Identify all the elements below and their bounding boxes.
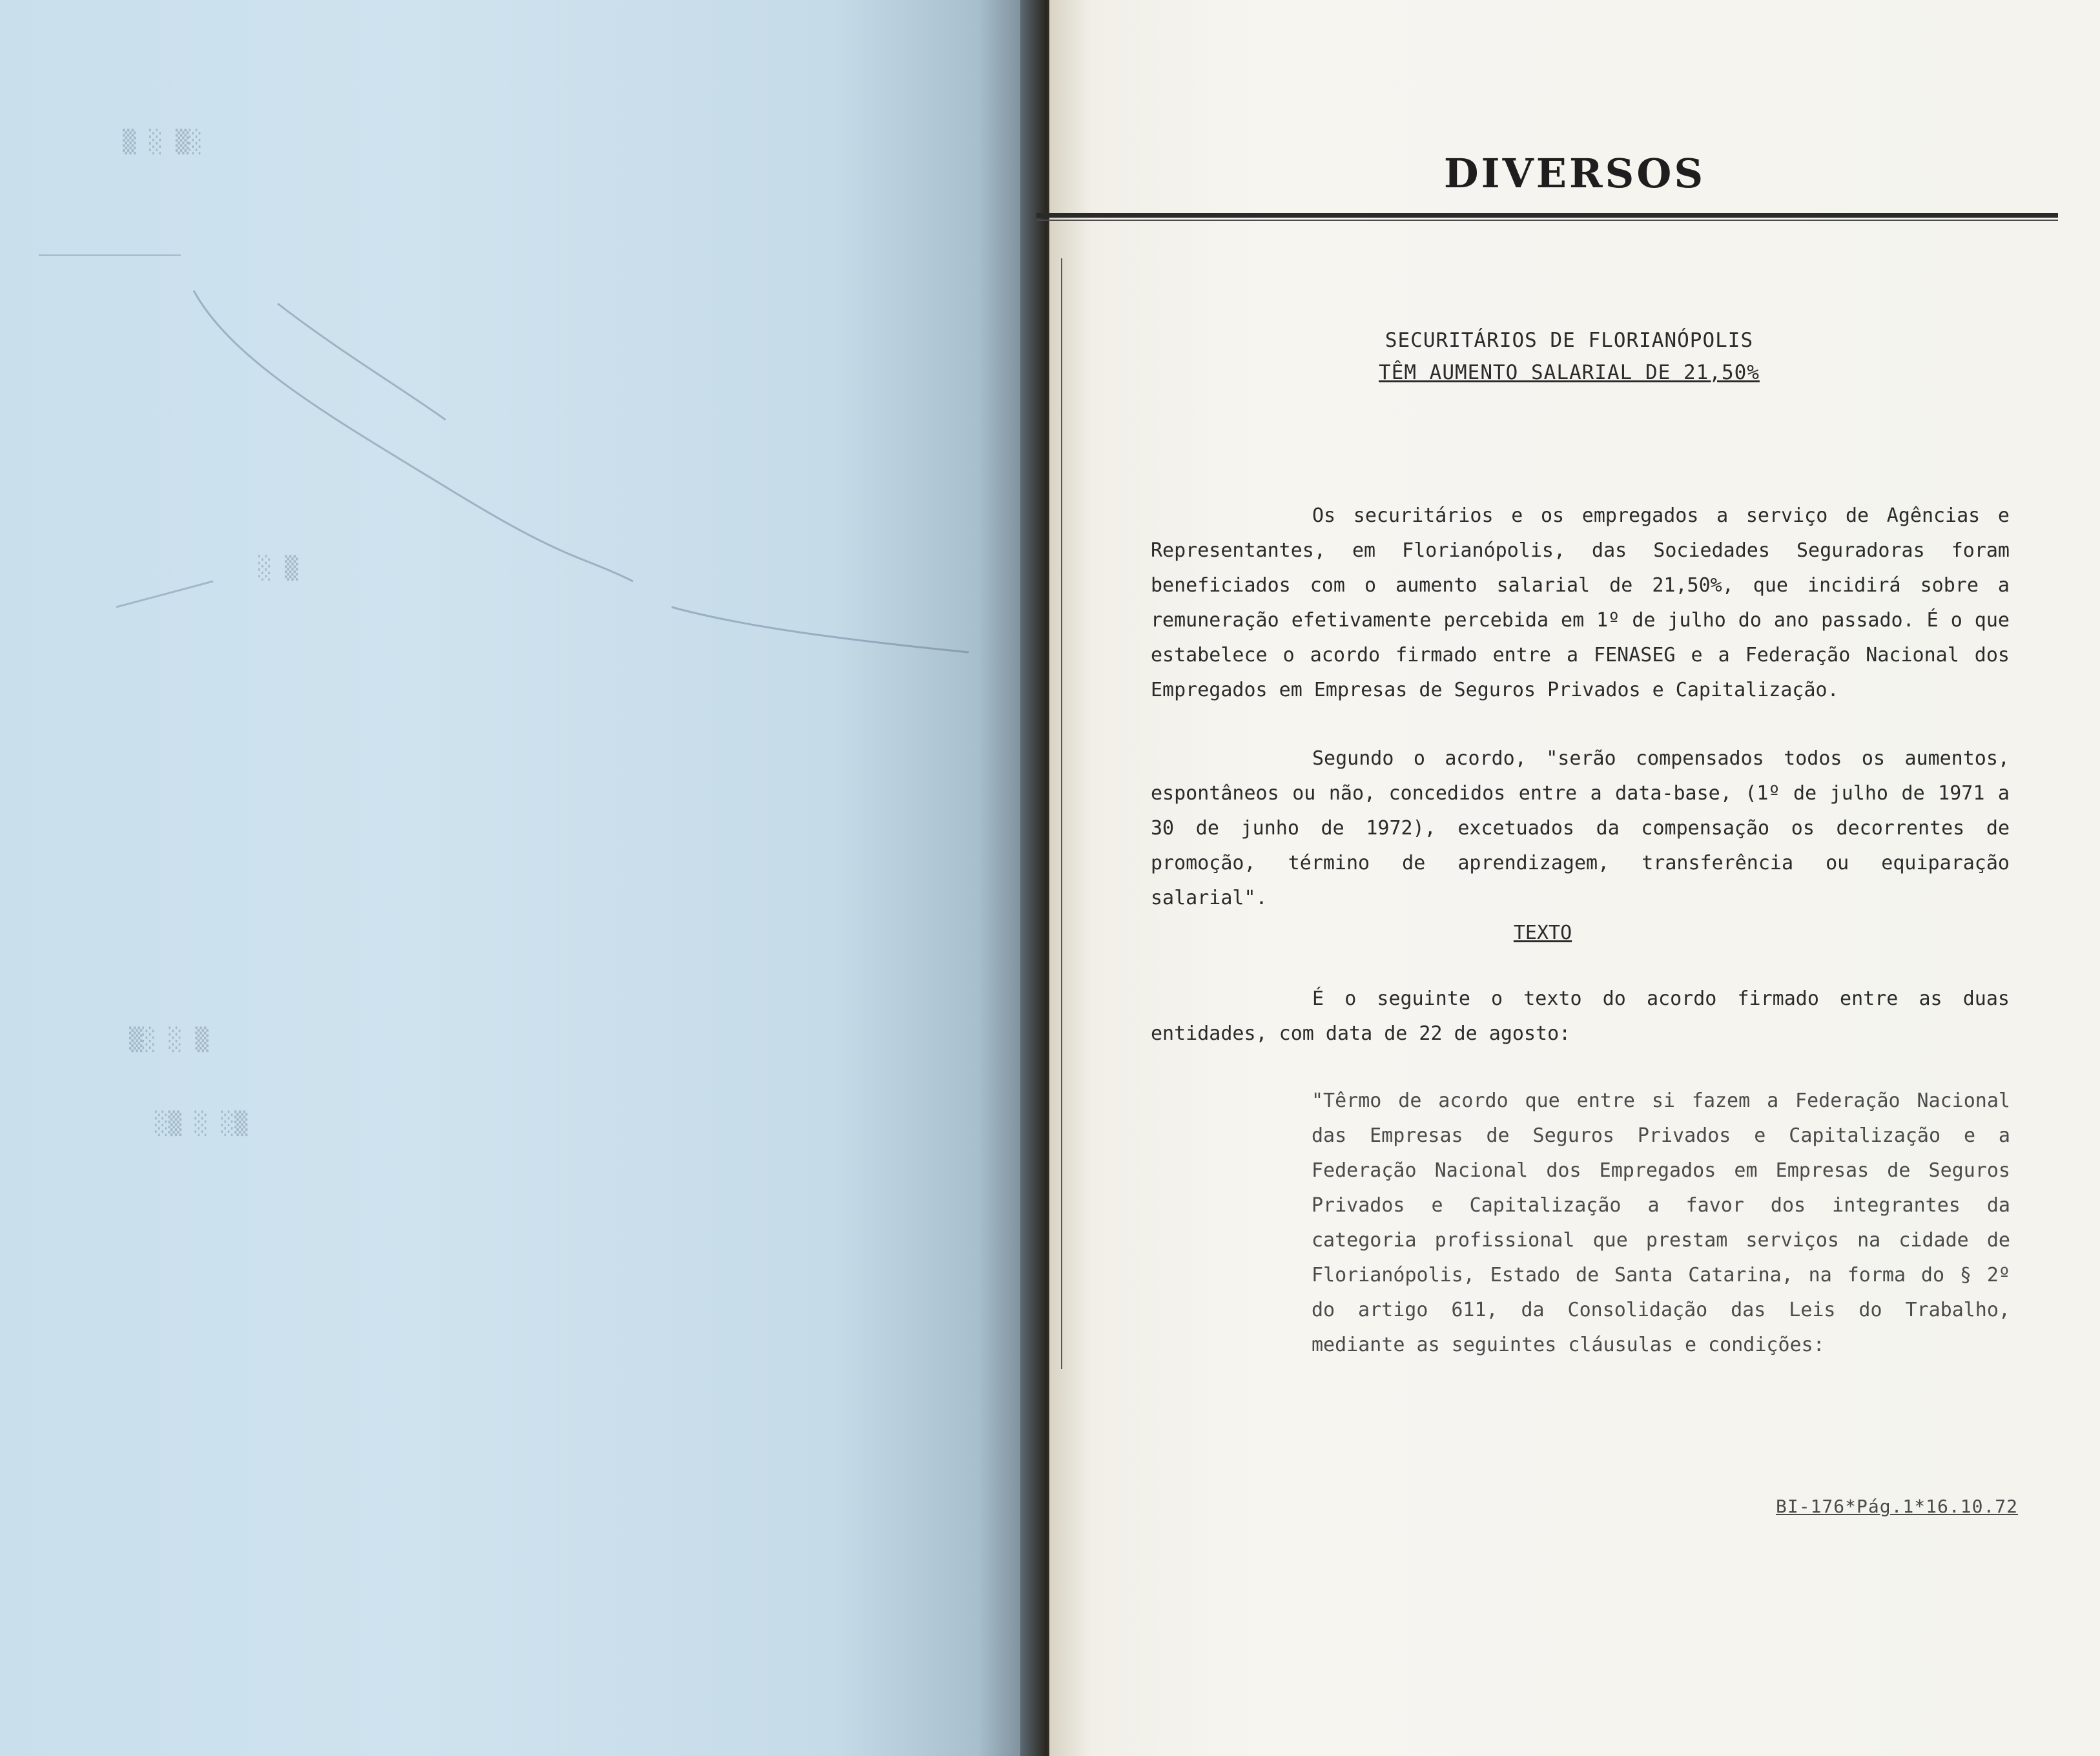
- intro-paragraph: [1151, 982, 2010, 1051]
- section-heading: TEXTO: [1513, 922, 1572, 944]
- headline-line-2: TÊM AUMENTO SALARIAL DE 21,50%: [1379, 361, 1760, 384]
- agreement-quote: [1312, 1084, 2010, 1363]
- title-rule-thin: [1036, 220, 2058, 221]
- page-footer: BI-176*Pág.1*16.10.72: [1776, 1496, 2019, 1517]
- body-paragraph-2: [1151, 741, 2010, 916]
- quote-text: "Têrmo de acordo que entre si fazem a Federação Nacional das Empresas de Seguros Privados e Capitalização e a Federação Nacional dos Empregados em Empresas de Seguros Privados e Capitalização a favor dos integrantes da categoria profissional que prestam serviços na cidade de Florianópolis, Estado de Santa Catarina, na forma do § 2º do artigo 611, da Consolidação das Leis do Trabalho, mediante as seguintes cláusulas e condições:: [1312, 1090, 2010, 1356]
- headline-line-1: SECURITÁRIOS DE FLORIANÓPOLIS: [1385, 329, 1754, 352]
- pencil-scribble: [0, 0, 1020, 775]
- title-rule: [1036, 213, 2058, 218]
- paragraph-text: É o seguinte o texto do acordo firmado entre as duas entidades, com data de 22 de agosto:: [1151, 987, 2010, 1045]
- bleed-through-mark: ░▒ ░ ░▒: [155, 1111, 248, 1137]
- paragraph-text: Segundo o acordo, "serão compensados todos os aumentos, espontâneos ou não, concedidos entre a data-base, (1º de julho de 1971 a 30 de junho de 1972), excetuados da compensação os decorrentes de promoção, término de aprendizagem, transferência ou equiparação salarial".: [1151, 747, 2010, 909]
- page-title: DIVERSOS: [1443, 150, 1706, 197]
- left-page-blank: [0, 0, 1040, 1756]
- body-paragraph-1: [1151, 499, 2010, 708]
- paragraph-text: Os securitários e os empregados a serviço de Agências e Representantes, em Florianópolis, das Sociedades Seguradoras foram beneficiados com o aumento salarial de 21,50%, que incidirá sobre a remuneração efetivamente percebida em 1º de julho do ano passado. É o que estabelece o acordo firmado entre a FENASEG e a Federação Nacional dos Empregados em Empresas de Seguros Privados e Capitalização.: [1151, 504, 2010, 701]
- article-headline: [1375, 324, 1763, 389]
- bleed-through-mark: ░ ▒: [258, 555, 298, 581]
- margin-line: [1061, 258, 1062, 1369]
- bleed-through-mark: ▒ ░ ▒░: [123, 129, 202, 155]
- bleed-through-mark: ▒░ ░ ▒: [129, 1027, 209, 1053]
